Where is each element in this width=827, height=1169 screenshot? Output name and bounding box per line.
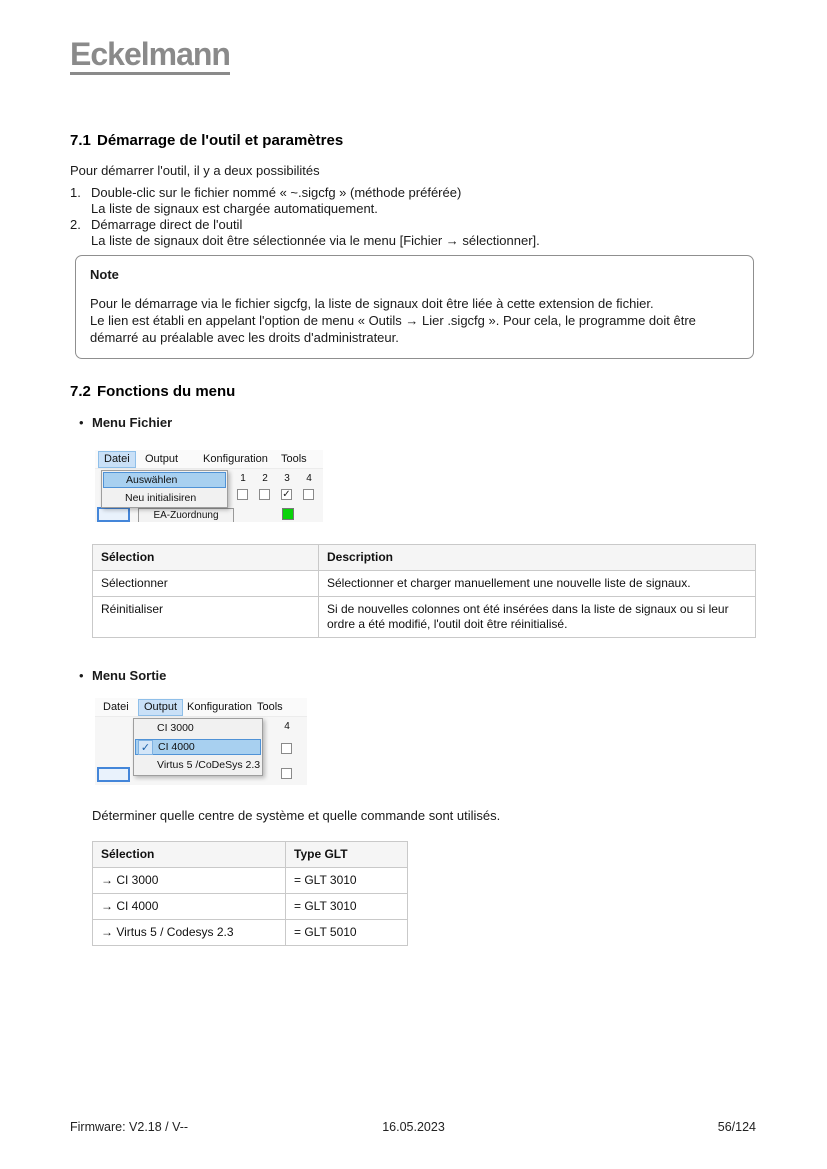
checkbox-unchecked bbox=[237, 489, 248, 500]
menubar-item-tools: Tools bbox=[257, 701, 283, 713]
column-header: Description bbox=[319, 545, 756, 571]
menu-sortie-bullet bbox=[79, 668, 166, 683]
column-header: Type GLT bbox=[286, 842, 408, 868]
column-number: 4 bbox=[306, 473, 312, 484]
menu-option-auswaehlen: Auswählen bbox=[103, 472, 226, 488]
column-number: 4 bbox=[284, 721, 290, 732]
list-line: Démarrage direct de l'outil bbox=[91, 217, 243, 232]
menu-option-ci3000: CI 3000 bbox=[157, 722, 194, 734]
table-row bbox=[93, 920, 408, 946]
cell-type-glt: = GLT 3010 bbox=[286, 868, 408, 894]
bullet-icon: • bbox=[79, 668, 84, 683]
menu-option-virtus5: Virtus 5 /CoDeSys 2.3 bbox=[157, 759, 261, 771]
app-menubar bbox=[95, 450, 323, 469]
section-title: Fonctions du menu bbox=[97, 383, 236, 400]
section-title: Démarrage de l'outil et paramètres bbox=[97, 132, 344, 149]
menu-option-ci4000 bbox=[135, 739, 261, 755]
section-7-1-heading bbox=[70, 132, 343, 149]
bullet-icon: • bbox=[79, 415, 84, 430]
output-menu-dropdown bbox=[133, 718, 263, 776]
menu-option-label: CI 4000 bbox=[158, 741, 195, 753]
bullet-label: Menu Fichier bbox=[92, 415, 173, 430]
cell-selection: Sélectionner bbox=[93, 571, 319, 597]
list-line: La liste de signaux est chargée automatiquement. bbox=[91, 201, 378, 216]
note-text: Le lien est établi en appelant l'option de menu « Outils → Lier .sigcfg ». Pour cela, le programme doit être démarré au préalable avec les droits d'administrateur. bbox=[90, 313, 696, 345]
cell-type-glt: = GLT 5010 bbox=[286, 920, 408, 946]
cell-description: Si de nouvelles colonnes ont été insérées dans la liste de signaux ou si leur ordre a été modifié, l'outil doit être réinitialisé. bbox=[319, 597, 756, 638]
list-item bbox=[70, 185, 540, 217]
check-icon: ✓ bbox=[138, 740, 153, 755]
menu-fichier-screenshot bbox=[95, 450, 323, 522]
list-item bbox=[70, 217, 540, 249]
menubar-item-output: Output bbox=[138, 699, 183, 716]
page-footer bbox=[0, 1120, 827, 1140]
cell-selection: → CI 3000 bbox=[93, 868, 286, 894]
list-marker: 2. bbox=[70, 217, 81, 232]
table-row bbox=[93, 868, 408, 894]
cell-selection: Réinitialiser bbox=[93, 597, 319, 638]
selected-cell-highlight bbox=[97, 767, 130, 782]
table-row bbox=[93, 597, 756, 638]
footer-firmware-version: Firmware: V2.18 / V-- bbox=[70, 1120, 189, 1134]
menu-fichier-bullet bbox=[79, 415, 172, 430]
footer-page-number: 56/124 bbox=[717, 1120, 756, 1134]
column-number: 2 bbox=[262, 473, 268, 484]
checkbox-checked: ✓ bbox=[282, 489, 291, 500]
list-marker: 1. bbox=[70, 185, 81, 200]
menu-option-neu-initialisiren: Neu initialisiren bbox=[125, 492, 197, 504]
list-line: Double-clic sur le fichier nommé « ~.sigcfg » (méthode préférée) bbox=[91, 185, 462, 200]
column-header: Sélection bbox=[93, 842, 286, 868]
table-row bbox=[93, 894, 408, 920]
section-7-2-heading bbox=[70, 383, 235, 400]
cell-description: Sélectionner et charger manuellement une nouvelle liste de signaux. bbox=[319, 571, 756, 597]
section-number: 7.2 bbox=[70, 383, 91, 400]
app-menubar bbox=[95, 698, 307, 717]
selection-description-table bbox=[92, 544, 756, 638]
checkbox-unchecked bbox=[281, 743, 292, 754]
cell-selection: → Virtus 5 / Codesys 2.3 bbox=[93, 920, 286, 946]
ea-zuordnung-button: EA-Zuordnung bbox=[138, 508, 234, 522]
table-header-row bbox=[93, 545, 756, 571]
column-number: 3 bbox=[284, 473, 290, 484]
green-status-square bbox=[282, 508, 294, 520]
cell-type-glt: = GLT 3010 bbox=[286, 894, 408, 920]
checkbox-unchecked bbox=[259, 489, 270, 500]
column-number: 1 bbox=[240, 473, 246, 484]
list-text bbox=[91, 217, 540, 249]
menubar-item-tools: Tools bbox=[281, 453, 307, 465]
determine-paragraph: Déterminer quelle centre de système et quelle commande sont utilisés. bbox=[92, 808, 501, 823]
menubar-item-konfiguration: Konfiguration bbox=[187, 701, 252, 713]
menubar-item-output: Output bbox=[145, 453, 179, 465]
list-text bbox=[91, 185, 461, 217]
selected-cell-highlight bbox=[97, 507, 130, 522]
footer-date: 16.05.2023 bbox=[382, 1120, 445, 1134]
menubar-item-datei: Datei bbox=[98, 451, 136, 468]
checkbox-unchecked bbox=[303, 489, 314, 500]
startup-options-list bbox=[70, 185, 540, 249]
cell-selection: → CI 4000 bbox=[93, 894, 286, 920]
table-header-row bbox=[93, 842, 408, 868]
column-header: Sélection bbox=[93, 545, 319, 571]
note-text: Pour le démarrage via le fichier sigcfg, la liste de signaux doit être liée à cette extension de fichier. bbox=[90, 296, 654, 311]
note-box bbox=[75, 255, 754, 359]
intro-paragraph: Pour démarrer l'outil, il y a deux possibilités bbox=[70, 163, 320, 178]
menubar-item-datei: Datei bbox=[103, 701, 129, 713]
selection-typeglt-table bbox=[92, 841, 408, 946]
eckelmann-logo: Eckelmann bbox=[70, 38, 230, 75]
menubar-item-konfiguration: Konfiguration bbox=[203, 453, 268, 465]
section-number: 7.1 bbox=[70, 132, 91, 149]
menu-sortie-screenshot bbox=[95, 698, 307, 785]
bullet-label: Menu Sortie bbox=[92, 668, 167, 683]
table-row bbox=[93, 571, 756, 597]
checkbox-unchecked bbox=[281, 768, 292, 779]
list-line: La liste de signaux doit être sélectionnée via le menu [Fichier → sélectionner]. bbox=[91, 233, 540, 248]
datei-menu-dropdown bbox=[101, 470, 228, 508]
note-title: Note bbox=[90, 267, 119, 282]
